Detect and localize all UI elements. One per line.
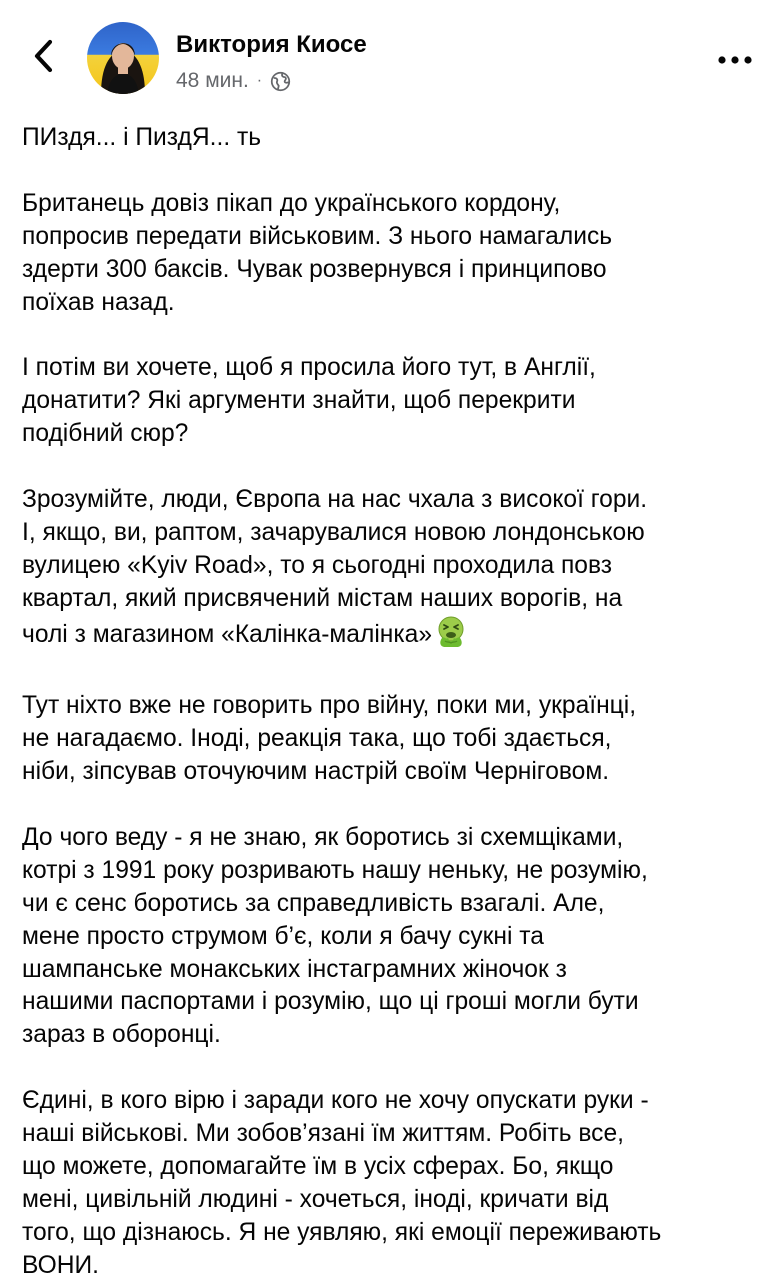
post-paragraph-3: І потім ви хочете, щоб я просила його тут, в Англії, донатити? Які аргументи знайти, щоб перекрити подібний сюр? bbox=[22, 354, 596, 448]
author-name[interactable]: Виктория Киосе bbox=[176, 31, 367, 58]
post-header bbox=[0, 0, 778, 110]
globe-icon[interactable] bbox=[270, 71, 291, 92]
post-paragraph-4: Зрозумійте, люди, Європа на нас чхала з високої гори. І, якщо, ви, раптом, зачарувалися новою лондонською вулицею «Kyiv Road», то я сьогодні проходила повз квартал, який присвячений містам наших ворогів, на чолі з магазином «Калінка-малінка» bbox=[22, 485, 648, 648]
post-paragraph-6: До чого веду - я не знаю, як боротись зі схемщіками, котрі з 1991 року розривають нашу неньку, не розумію, чи є сенс боротись за справедливість взагалі. Але, мене просто струмом б’є, коли я бачу сукні та шампанське монакських інстаграмних жіночок з нашими паспортами і розумію, що ці гроші могли бути зараз в оборонці. bbox=[22, 823, 648, 1049]
post-paragraph-7: Єдині, в кого вірю і заради кого не хочу опускати руки - наші військові. Ми зобов’язані їм життям. Робіть все, що можете, допомагайте їм в усіх сферах. Бо, якщо мені, цивільній людині - хочеться, іноді, кричати від того, що дізнаюсь. Я не уявляю, які емоції переживають ВОНИ. bbox=[22, 1087, 662, 1279]
avatar[interactable] bbox=[87, 22, 159, 94]
post-paragraph-4-wrap bbox=[22, 484, 762, 658]
more-options-button[interactable] bbox=[713, 44, 757, 76]
post-text bbox=[22, 122, 762, 1283]
meta-separator: · bbox=[256, 72, 263, 89]
vomiting-face-emoji bbox=[436, 616, 466, 658]
post-paragraph-5: Тут ніхто вже не говорить про війну, поки ми, українці, не нагадаємо. Іноді, реакція така, що тобі здається, ніби, зіпсував оточуючим настрій своїм Черніговом. bbox=[22, 692, 637, 786]
post-meta bbox=[176, 66, 291, 96]
post-paragraph-1: ПИздя... і ПиздЯ... ть bbox=[22, 124, 262, 151]
more-dots-icon bbox=[718, 51, 752, 69]
post-timestamp[interactable]: 48 мин. bbox=[176, 69, 249, 92]
post-paragraph-2: Британець довіз пікап до українського кордону, попросив передати військовим. З нього намагались здерти 300 баксів. Чувак розвернувся і принципово поїхав назад. bbox=[22, 189, 613, 316]
chevron-left-icon bbox=[33, 39, 55, 78]
back-button[interactable] bbox=[24, 36, 64, 80]
